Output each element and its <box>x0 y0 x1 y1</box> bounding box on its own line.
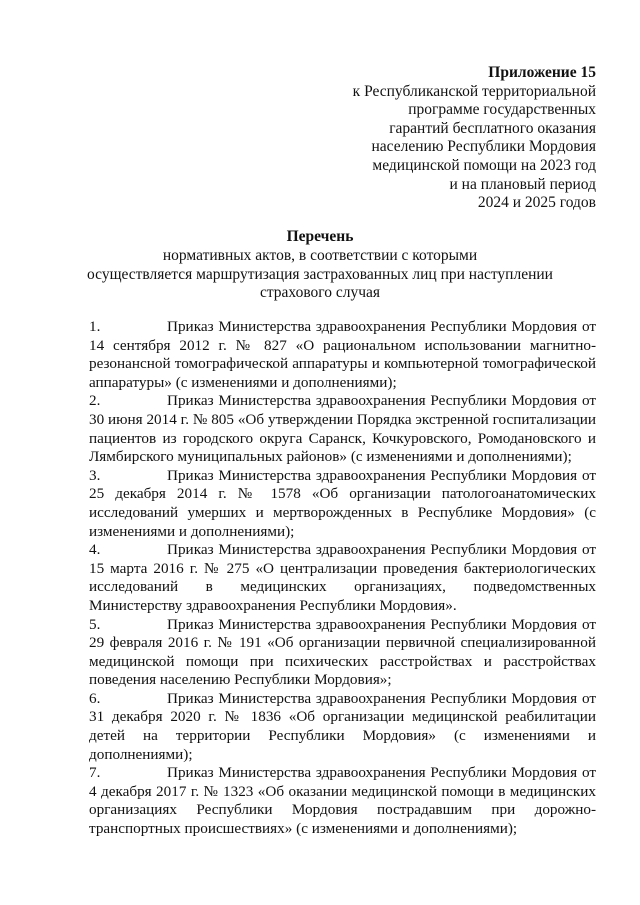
item-text: Приказ Министерства здравоохранения Республики Мордовия от 4 декабря 2017 г. № 1323 «Об оказании медицинской помощи в медицинских организациях Республики Мордовия пострадавшим при дорожно-транспортных происшествиях» (с изменениями и дополнениями); <box>89 764 596 838</box>
item-number: 7. <box>89 764 101 782</box>
item-number: 3. <box>89 466 101 484</box>
list-item <box>89 541 596 615</box>
appendix-line: 2024 и 2025 годов <box>477 194 596 212</box>
appendix-line: медицинской помощи на 2023 год <box>372 156 596 174</box>
item-number: 4. <box>89 541 101 559</box>
list-item <box>89 616 596 690</box>
list-item <box>89 764 596 838</box>
list-item <box>89 690 596 764</box>
heading-line: осуществляется маршрутизация застрахованных лиц при наступлении <box>87 265 553 283</box>
appendix-line: к Республиканской территориальной <box>352 82 596 100</box>
item-text: Приказ Министерства здравоохранения Республики Мордовия от 14 сентября 2012 г. № 827 «О рациональном использовании магнитно-резонансной томографической аппаратуры и компьютерной томографической аппаратуры» (с изменениями и дополнениями); <box>89 318 596 391</box>
appendix-line: программе государственных <box>408 101 596 119</box>
item-number: 5. <box>89 615 101 633</box>
heading-line: страхового случая <box>259 284 381 302</box>
appendix-line: и на плановый период <box>449 175 596 193</box>
item-text: Приказ Министерства здравоохранения Республики Мордовия от 30 июня 2014 г. № 805 «Об утверждении Порядка экстренной госпитализации пациентов из городского округа Саранск, Кочкуровского, Ромодановского и Лямбирского муниципальных районов» (с изменениями и дополнениями); <box>89 392 596 466</box>
heading-line: нормативных актов, в соответствии с которыми <box>162 246 478 264</box>
item-number: 2. <box>89 392 101 410</box>
item-text: Приказ Министерства здравоохранения Республики Мордовия от 15 марта 2016 г. № 275 «О централизации проведения бактериологических исследований в медицинских организациях, подведомственных Министерству здравоохранения Республики Мордовия». <box>89 541 596 614</box>
item-text: Приказ Министерства здравоохранения Республики Мордовия от 31 декабря 2020 г. № 1836 «Об организации медицинской реабилитации детей на территории Республики Мордовия» (с изменениями и дополнениями); <box>89 689 596 763</box>
acts-list <box>89 318 596 839</box>
list-item <box>89 318 596 392</box>
heading-title: Перечень <box>286 228 354 245</box>
list-item <box>89 467 596 541</box>
document-heading <box>0 228 640 303</box>
item-number: 1. <box>89 318 101 335</box>
list-item <box>89 392 596 466</box>
appendix-block <box>353 64 596 213</box>
item-number: 6. <box>89 689 101 707</box>
appendix-title: Приложение 15 <box>488 64 596 81</box>
item-text: Приказ Министерства здравоохранения Республики Мордовия от 29 февраля 2016 г. № 191 «Об организации первичной специализированной медицинской помощи при психических расстройствах и расстройствах поведения населению Республики Мордовия»; <box>89 615 596 689</box>
appendix-line: гарантий бесплатного оказания <box>389 119 596 137</box>
appendix-line: населению Республики Мордовия <box>371 138 596 156</box>
item-text: Приказ Министерства здравоохранения Республики Мордовия от 25 декабря 2014 г. № 1578 «Об организации патологоанатомических исследований умерших и мертворожденных в Республике Мордовия» (с изменениями и дополнениями); <box>89 466 596 540</box>
